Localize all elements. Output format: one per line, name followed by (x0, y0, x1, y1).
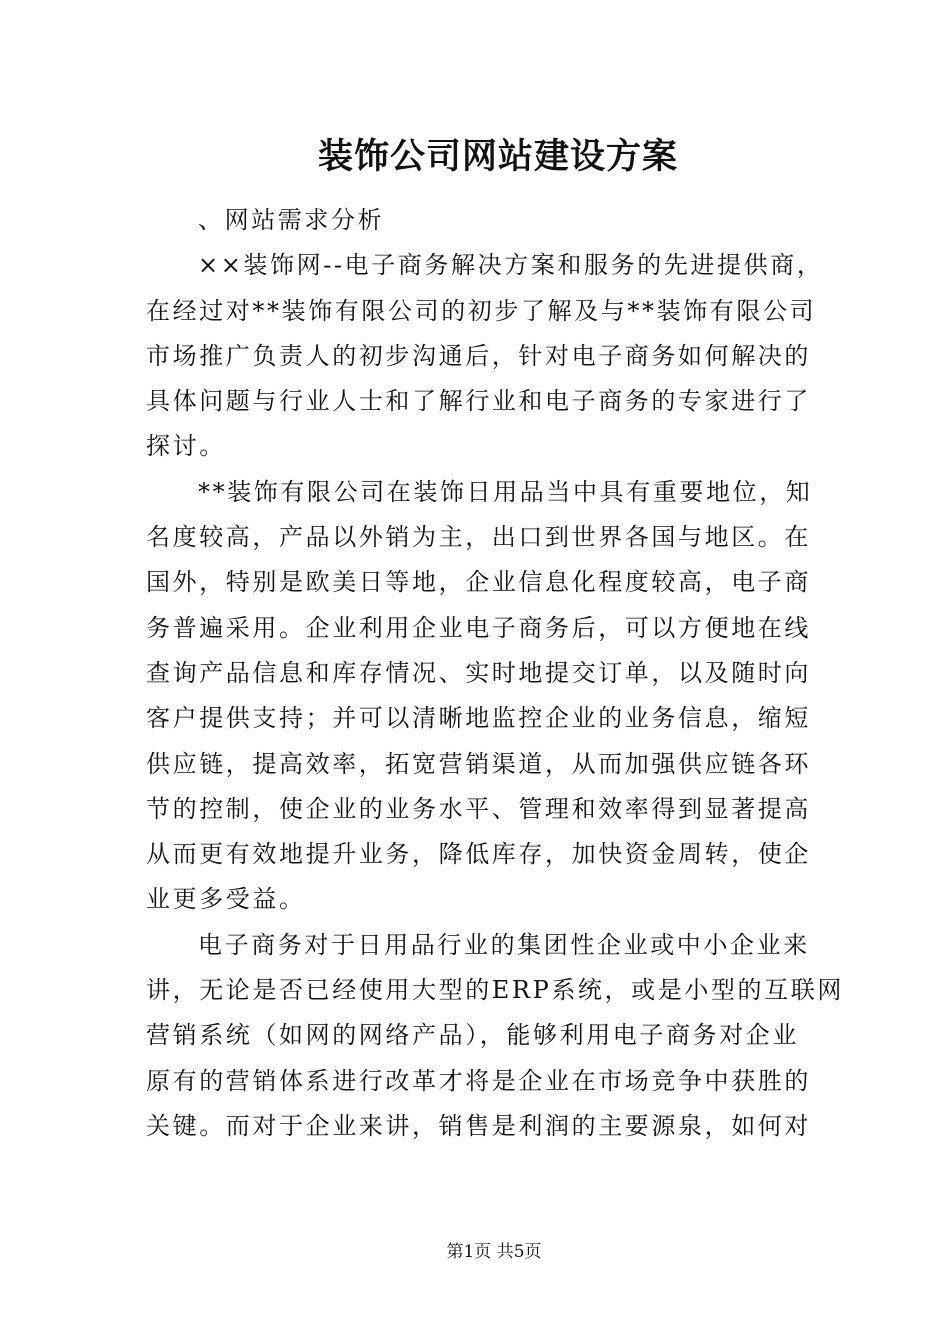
paragraph-2 (146, 470, 814, 923)
paragraph-line: 客户提供支持；并可以清晰地监控企业的业务信息，缩短 (146, 704, 811, 733)
paragraph-line: 业更多受益。 (146, 885, 306, 914)
document-title: 装饰公司网站建设方案 (317, 136, 678, 177)
document-body (146, 198, 844, 1149)
paragraph-line: 电子商务对于日用品行业的集团性企业或中小企业来 (198, 930, 810, 959)
paragraph-line: 名度较高，产品以外销为主，出口到世界各国与地区。在 (146, 523, 811, 552)
paragraph-line: 探讨。 (146, 432, 226, 461)
paragraph-line: 务普遍采用。企业利用企业电子商务后，可以方便地在线 (146, 613, 811, 642)
section-heading: 、网站需求分析 (198, 206, 385, 234)
paragraph-line: 关键。而对于企业来讲，销售是利润的主要源泉，如何对 (146, 1111, 811, 1140)
paragraph-line: 查询产品信息和库存情况、实时地提交订单，以及随时向 (146, 658, 811, 687)
paragraph-line: 供应链，提高效率，拓宽营销渠道，从而加强供应链各环 (146, 749, 811, 778)
paragraph-line: 市场推广负责人的初步沟通后，针对电子商务如何解决的 (146, 341, 811, 370)
page-number-footer: 第1页 共5页 (446, 1242, 542, 1262)
paragraph-line: ××装饰网--电子商务解决方案和服务的先进提供商， (198, 251, 824, 280)
paragraph-line: 具体问题与行业人士和了解行业和电子商务的专家进行了 (146, 387, 811, 416)
paragraph-line: 国外，特别是欧美日等地，企业信息化程度较高，电子商 (146, 568, 811, 597)
paragraph-3 (146, 923, 844, 1149)
paragraph-line: **装饰有限公司在装饰日用品当中具有重要地位，知 (198, 477, 813, 506)
paragraph-line: 在经过对**装饰有限公司的初步了解及与**装饰有限公司 (146, 296, 817, 325)
paragraph-line: 从而更有效地提升业务，降低库存，加快资金周转，使企 (146, 840, 811, 869)
paragraph-line: 讲，无论是否已经使用大型的ERP系统，或是小型的互联网 (146, 976, 844, 1005)
paragraph-line: 节的控制，使企业的业务水平、管理和效率得到显著提高 (146, 794, 811, 823)
paragraph-line: 营销系统（如网的网络产品），能够利用电子商务对企业 (146, 1021, 799, 1050)
paragraph-line: 原有的营销体系进行改革才将是企业在市场竞争中获胜的 (146, 1066, 811, 1095)
paragraph-1 (146, 243, 824, 469)
